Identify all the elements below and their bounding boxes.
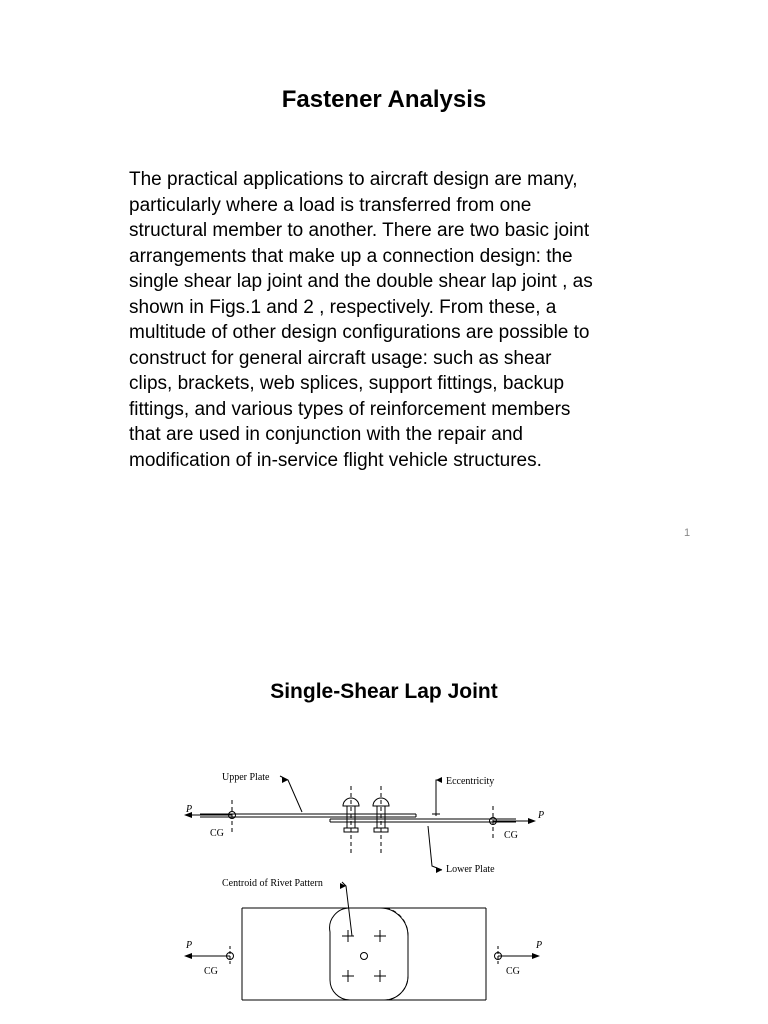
arrowhead-centroid-leader — [340, 883, 346, 889]
cg-label-right-side: CG — [504, 830, 518, 841]
rivet-centerlines — [232, 786, 493, 854]
eccentricity-leader — [436, 780, 440, 812]
arrowhead-lower-plate-leader — [436, 867, 442, 873]
cg-label-right-plan: CG — [506, 966, 520, 977]
paragraph-line: modification of in-service flight vehicle structures. — [129, 449, 542, 471]
paragraph-line: multitude of other design configurations are possible to — [129, 322, 590, 343]
section-title: Single-Shear Lap Joint — [270, 680, 498, 703]
eccentricity-label: Eccentricity — [446, 776, 495, 787]
arrowhead-eccentricity-leader — [436, 777, 442, 783]
centroid-label: Centroid of Rivet Pattern — [222, 878, 323, 889]
paragraph-line: construct for general aircraft usage: such as shear — [129, 347, 552, 369]
paragraph-line: fittings, and various types of reinforcement members — [129, 398, 571, 420]
rivet-plan-marks — [342, 930, 386, 982]
plan-view — [242, 908, 486, 1000]
load-label-right-plan: P — [536, 940, 543, 951]
arrowhead-left-plan — [184, 953, 192, 959]
lower-plate-leader — [428, 826, 442, 870]
load-label-right-side: P — [538, 810, 545, 821]
cg-label-left-plan: CG — [204, 966, 218, 977]
page-number: 1 — [684, 527, 691, 539]
arrowhead-upper-plate-leader — [282, 777, 288, 783]
arrowhead-right-plan — [532, 953, 540, 959]
single-shear-lap-joint-figure — [170, 762, 570, 1024]
page-title: Fastener Analysis — [281, 86, 487, 113]
paragraph-line: that are used in conjunction with the repair and — [129, 424, 523, 445]
load-label-left-plan: P — [186, 940, 193, 951]
lower-plate-label: Lower Plate — [446, 864, 495, 875]
paragraph-line: shown in Figs.1 and 2 , respectively. From these, a — [129, 296, 557, 318]
cg-label-left-side: CG — [210, 828, 224, 839]
paragraph-line: particularly where a load is transferred from one — [129, 194, 532, 216]
arrowhead-right-side — [528, 818, 536, 824]
paragraph-line: clips, brackets, web splices, support fittings, backup — [129, 373, 565, 394]
paragraph-line: arrangements that make up a connection design: the — [129, 245, 573, 267]
paragraph-line: structural member to another. There are two basic joint — [129, 220, 590, 241]
paragraph-line: The practical applications to aircraft design are many, — [129, 169, 578, 190]
paragraph-line: single shear lap joint and the double shear lap joint , as — [129, 271, 593, 292]
lap-joint-diagram — [170, 762, 570, 1024]
intro-paragraph — [129, 167, 669, 473]
lower-plate-side — [330, 819, 516, 822]
upper-plate-label: Upper Plate — [222, 772, 270, 783]
load-label-left-side: P — [186, 804, 193, 815]
centroid-marker — [361, 953, 368, 960]
